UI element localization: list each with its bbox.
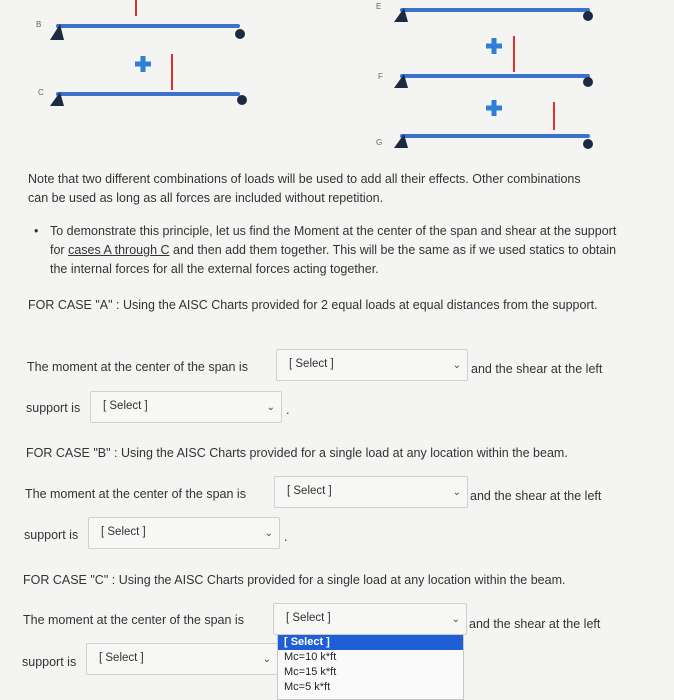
diagram-label-g: G — [376, 138, 383, 147]
dropdown-option[interactable]: Mc=15 k*ft — [284, 666, 337, 678]
beam-e — [400, 8, 590, 12]
diagram-label-e: E — [376, 2, 382, 11]
case-b-shear-label: and the shear at the left — [470, 489, 602, 503]
roller-support-icon — [583, 77, 593, 87]
plus-icon — [486, 38, 502, 54]
diagram-label-c: C — [38, 88, 44, 97]
case-c-moment-label: The moment at the center of the span is — [23, 613, 244, 627]
chevron-down-icon: ⌄ — [266, 402, 275, 413]
chevron-down-icon: ⌄ — [264, 528, 273, 539]
beam-g — [400, 134, 590, 138]
case-a-shear-label: and the shear at the left — [471, 362, 603, 376]
chevron-down-icon: ⌄ — [452, 360, 461, 371]
diagram-label-f: F — [378, 72, 383, 81]
select-value: [ Select ] — [287, 485, 332, 497]
case-a-support-select[interactable] — [90, 391, 282, 423]
cases-link[interactable]: cases A through C — [68, 243, 170, 257]
plus-icon — [135, 56, 151, 72]
case-b-support-label: support is — [24, 528, 79, 542]
case-b-moment-label: The moment at the center of the span is — [25, 487, 246, 501]
bullet-text-prefix: To demonstrate this principle, let us find the Moment at the center of the span and shear at the support for — [50, 224, 617, 257]
beam-g-diagram — [386, 90, 606, 150]
chevron-down-icon: ⌄ — [452, 487, 461, 498]
bullet-dot: • — [34, 224, 39, 238]
beam-e-diagram — [386, 0, 606, 30]
bullet-item — [34, 222, 634, 279]
beam-f — [400, 74, 590, 78]
case-a-moment-label: The moment at the center of the span is — [27, 360, 248, 374]
note-paragraph: Note that two different combinations of loads will be used to add all their effects. Other combinations can be used as long as all forces are included without repetition. — [28, 172, 581, 205]
case-b-support-select[interactable] — [88, 517, 280, 549]
select-value: [ Select ] — [99, 652, 144, 664]
beam-c-diagram — [48, 50, 258, 110]
roller-support-icon — [583, 139, 593, 149]
chevron-down-icon: ⌄ — [262, 654, 271, 665]
select-value: [ Select ] — [289, 358, 334, 370]
case-b-period: . — [284, 530, 288, 544]
select-value: [ Select ] — [103, 400, 148, 412]
roller-support-icon — [235, 29, 245, 39]
case-b-heading: FOR CASE "B" : Using the AISC Charts provided for a single load at any location within the beam. — [26, 446, 568, 460]
dropdown-option[interactable]: Mc=5 k*ft — [284, 681, 331, 693]
case-a-heading: FOR CASE "A" : Using the AISC Charts provided for 2 equal loads at equal distances from the support. — [28, 298, 598, 312]
dropdown-option[interactable]: Mc=10 k*ft — [284, 651, 337, 663]
case-a-moment-select[interactable] — [276, 349, 468, 381]
dropdown-option[interactable]: [ Select ] — [278, 635, 463, 650]
case-c-heading: FOR CASE "C" : Using the AISC Charts provided for a single load at any location within the beam. — [23, 573, 566, 587]
case-a-support-label: support is — [26, 401, 81, 415]
beam-c — [56, 92, 240, 96]
select-value: [ Select ] — [286, 612, 331, 624]
case-c-moment-select[interactable] — [273, 603, 467, 635]
case-b-moment-select[interactable] — [274, 476, 468, 508]
roller-support-icon — [237, 95, 247, 105]
roller-support-icon — [583, 11, 593, 21]
plus-icon — [486, 100, 502, 116]
select-value: [ Select ] — [101, 526, 146, 538]
case-c-shear-label: and the shear at the left — [469, 617, 601, 631]
case-c-support-select[interactable] — [86, 643, 278, 675]
chevron-down-icon: ⌄ — [451, 614, 460, 625]
case-c-moment-dropdown[interactable] — [277, 634, 464, 700]
beam-b-diagram — [48, 0, 258, 50]
bullet-text-suffix: and then add them together. This will be the same as if we used statics to obtain the internal forces for all the external forces acting together. — [50, 243, 617, 276]
beam-b — [56, 24, 240, 28]
case-c-support-label: support is — [22, 655, 77, 669]
case-a-period: . — [286, 403, 290, 417]
diagram-label-b: B — [36, 20, 42, 29]
beam-f-diagram — [386, 30, 606, 90]
